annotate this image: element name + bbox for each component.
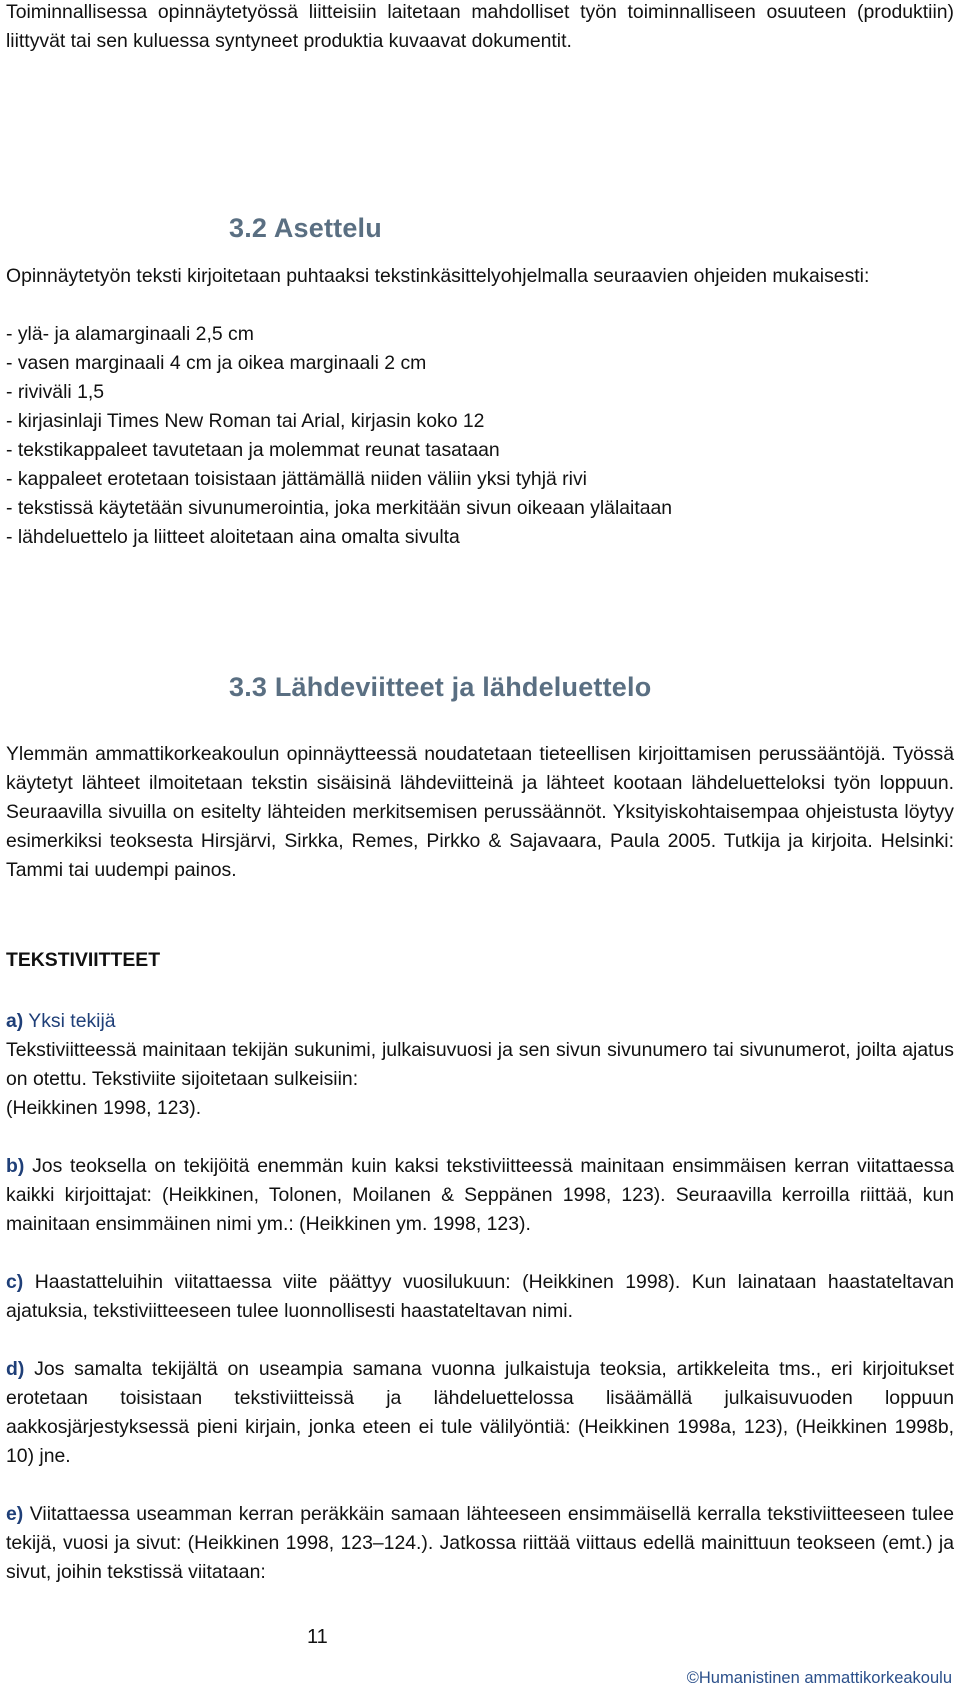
list-item: - tekstissä käytetään sivunumerointia, joka merkitään sivun oikeaan ylälaitaan	[6, 497, 673, 519]
item-e	[6, 1500, 954, 1587]
item-e-label: e)	[6, 1503, 24, 1525]
list-item: - vasen marginaali 4 cm ja oikea marginaali 2 cm	[6, 352, 427, 374]
item-b-label: b)	[6, 1155, 25, 1177]
section-3-3-paragraph: Ylemmän ammattikorkeakoulun opinnäytteessä noudatetaan tieteellisen kirjoittamisen perussääntöjä. Työssä käytetyt lähteet ilmoitetaan tekstin sisäisinä lähdeviitteinä ja lähteet kootaan lähdeluetteloksi työn loppuun. Seuraavilla sivuilla on esitelty lähteiden merkitsemisen perussäännöt. Yksityiskohtaisempaa ohjeistusta löytyy esimerkiksi teoksesta Hirsjärvi, Sirkka, Remes, Pirkko & Sajavaara, Paula 2005. Tutkija ja kirjoita. Helsinki: Tammi tai uudempi painos.	[6, 743, 954, 881]
item-c-text: Haastatteluihin viitattaessa viite päättyy vuosilukuun: (Heikkinen 1998). Kun lainataan haastateltavan ajatuksia, tekstiviitteeseen tulee luonnollisesti haastateltavan nimi.	[6, 1271, 954, 1322]
item-b-text: Jos teoksella on tekijöitä enemmän kuin kaksi tekstiviitteessä mainitaan ensimmäisen kerran viitattaessa kaikki kirjoittajat: (Heikkinen, Tolonen, Moilanen & Seppänen 1998, 123). Seuraavilla kerroilla riittää, kun mainitaan ensimmäinen nimi ym.: (Heikkinen ym. 1998, 123).	[6, 1155, 954, 1235]
item-d-text: Jos samalta tekijältä on useampia samana vuonna julkaistuja teoksia, artikkeleita tms., eri kirjoitukset erotetaan toisistaan tekstiviitteissä ja lähdeluettelossa lisäämällä julkaisuvuoden loppuun aakkosjärjestyksessä pieni kirjain, jonka eteen ei tule välilyöntiä: (Heikkinen 1998a, 123), (Heikkinen 1998b, 10) jne.	[6, 1358, 954, 1467]
item-c	[6, 1268, 954, 1326]
item-b	[6, 1152, 954, 1239]
copyright-footer: ©Humanistinen ammattikorkeakoulu	[686, 1669, 952, 1687]
list-item: - riviväli 1,5	[6, 381, 105, 403]
section-heading-3-2: 3.2 Asettelu	[229, 213, 382, 243]
item-c-label: c)	[6, 1271, 24, 1293]
list-item: - kappaleet erotetaan toisistaan jättämällä niiden väliin yksi tyhjä rivi	[6, 468, 587, 490]
item-a-title-text: Yksi tekijä	[23, 1010, 116, 1032]
item-e-text: Viitattaessa useamman kerran peräkkäin samaan lähteeseen ensimmäisellä kerralla tekstiviitteeseen tulee tekijä, vuosi ja sivut: (Heikkinen 1998, 123–124.). Jatkossa riittää viittaus edellä mainittuun teokseen (emt.) ja sivut, joihin tekstissä viitataan:	[6, 1503, 954, 1583]
list-item: - tekstikappaleet tavutetaan ja molemmat reunat tasataan	[6, 439, 500, 461]
tekstiviitteet-heading: TEKSTIVIITTEET	[6, 949, 161, 971]
list-item: - kirjasinlaji Times New Roman tai Arial, kirjasin koko 12	[6, 410, 485, 432]
item-a-title	[6, 1007, 954, 1036]
intro-paragraph: Toiminnallisessa opinnäytetyössä liitteisiin laitetaan mahdolliset työn toiminnalliseen osuuteen (produktiin) liittyvät tai sen kuluessa syntyneet produktia kuvaavat dokumentit.	[6, 1, 954, 52]
item-d	[6, 1355, 954, 1471]
layout-rules-list	[6, 320, 954, 552]
item-a-example: (Heikkinen 1998, 123).	[6, 1097, 202, 1119]
item-d-label: d)	[6, 1358, 25, 1380]
list-item: - lähdeluettelo ja liitteet aloitetaan aina omalta sivulta	[6, 526, 460, 548]
item-a-text: Tekstiviitteessä mainitaan tekijän sukunimi, julkaisuvuosi ja sen sivun sivunumero tai sivunumerot, joilta ajatus on otettu. Tekstiviite sijoitetaan sulkeisiin:	[6, 1039, 954, 1090]
page-number: 11	[307, 1626, 328, 1648]
section-3-2-intro: Opinnäytetyön teksti kirjoitetaan puhtaaksi tekstinkäsittelyohjelmalla seuraavien ohjeiden mukaisesti:	[6, 265, 870, 287]
list-item: - ylä- ja alamarginaali 2,5 cm	[6, 323, 254, 345]
item-a-label: a)	[6, 1010, 24, 1032]
section-heading-3-3: 3.3 Lähdeviitteet ja lähdeluettelo	[229, 672, 652, 702]
